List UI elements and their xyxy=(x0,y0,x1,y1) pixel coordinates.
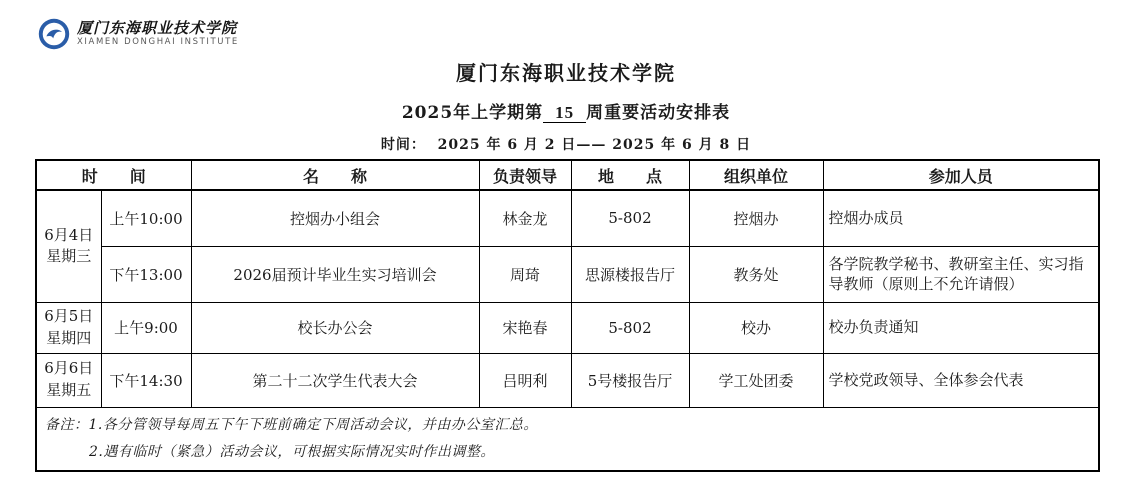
participants-cell: 校办负责通知 xyxy=(823,302,1099,353)
subtitle-suffix: 周重要活动安排表 xyxy=(586,103,731,123)
leader-cell: 林金龙 xyxy=(479,190,571,246)
weekday-text: 星期三 xyxy=(46,247,92,266)
organizer-cell: 教务处 xyxy=(689,246,823,302)
notes-cell xyxy=(36,407,1099,471)
logo-chinese-name: 厦门东海职业技术学院 xyxy=(77,19,238,38)
note-line-2: 2.遇有临时（紧急）活动会议，可根据实际情况实时作出调整。 xyxy=(89,443,495,460)
date-text: 6月6日 xyxy=(44,359,94,378)
time-cell: 下午13:00 xyxy=(101,246,191,302)
header-name: 名 称 xyxy=(191,160,479,190)
location-cell: 思源楼报告厅 xyxy=(571,246,689,302)
organizer-cell: 校办 xyxy=(689,302,823,353)
date-text: 6月4日 xyxy=(44,225,94,244)
leader-cell: 吕明利 xyxy=(479,353,571,407)
table-header-row xyxy=(36,160,1099,190)
logo-english-name: XIAMEN DONGHAI INSTITUTE xyxy=(77,36,239,47)
activity-name-cell: 第二十二次学生代表大会 xyxy=(191,353,479,407)
table-row xyxy=(36,302,1099,353)
location-cell: 5-802 xyxy=(571,302,689,353)
page-title: 厦门东海职业技术学院 xyxy=(456,61,676,85)
table-row xyxy=(36,190,1099,246)
activity-name-cell: 校长办公会 xyxy=(191,302,479,353)
location-cell: 5-802 xyxy=(571,190,689,246)
activity-name-cell: 2026届预计毕业生实习培训会 xyxy=(191,246,479,302)
table-row xyxy=(36,246,1099,302)
activity-name-cell: 控烟办小组会 xyxy=(191,190,479,246)
location-cell: 5号楼报告厅 xyxy=(571,353,689,407)
weekday-text: 星期五 xyxy=(46,381,92,399)
table-row xyxy=(36,353,1099,407)
date-text: 6月5日 xyxy=(44,306,94,325)
date-cell xyxy=(36,302,101,353)
schedule-table xyxy=(35,159,1100,472)
header-organizer: 组织单位 xyxy=(689,160,823,190)
header-leader: 负责领导 xyxy=(479,160,571,190)
logo-text-block xyxy=(77,20,239,47)
date-cell xyxy=(36,190,101,302)
time-cell: 上午10:00 xyxy=(101,190,191,246)
organizer-cell: 学工处团委 xyxy=(689,353,823,407)
subtitle-week-number: 15 xyxy=(543,103,586,123)
date-range-line: 时间： 2025 年 6 月 2 日—— 2025 年 6 月 8 日 xyxy=(380,137,752,153)
notes-row xyxy=(36,407,1099,471)
subtitle-prefix: 2025年上学期第 xyxy=(401,103,544,123)
participants-cell: 各学院教学秘书、教研室主任、实习指导教师（原则上不允许请假） xyxy=(823,246,1099,302)
header-participants: 参加人员 xyxy=(823,160,1099,190)
school-logo xyxy=(38,18,239,50)
time-cell: 上午9:00 xyxy=(101,302,191,353)
note-line-1: 备注：1.各分管领导每周五下午下班前确定下周活动会议，并由办公室汇总。 xyxy=(45,416,538,433)
page-subtitle xyxy=(0,98,1132,123)
header-time: 时 间 xyxy=(36,160,191,190)
date-cell xyxy=(36,353,101,407)
leader-cell: 周琦 xyxy=(479,246,571,302)
time-cell: 下午14:30 xyxy=(101,353,191,407)
participants-cell: 控烟办成员 xyxy=(823,190,1099,246)
participants-cell: 学校党政领导、全体参会代表 xyxy=(823,353,1099,407)
school-emblem-icon xyxy=(38,18,70,50)
header-location: 地 点 xyxy=(571,160,689,190)
organizer-cell: 控烟办 xyxy=(689,190,823,246)
leader-cell: 宋艳春 xyxy=(479,302,571,353)
weekday-text: 星期四 xyxy=(46,328,92,347)
